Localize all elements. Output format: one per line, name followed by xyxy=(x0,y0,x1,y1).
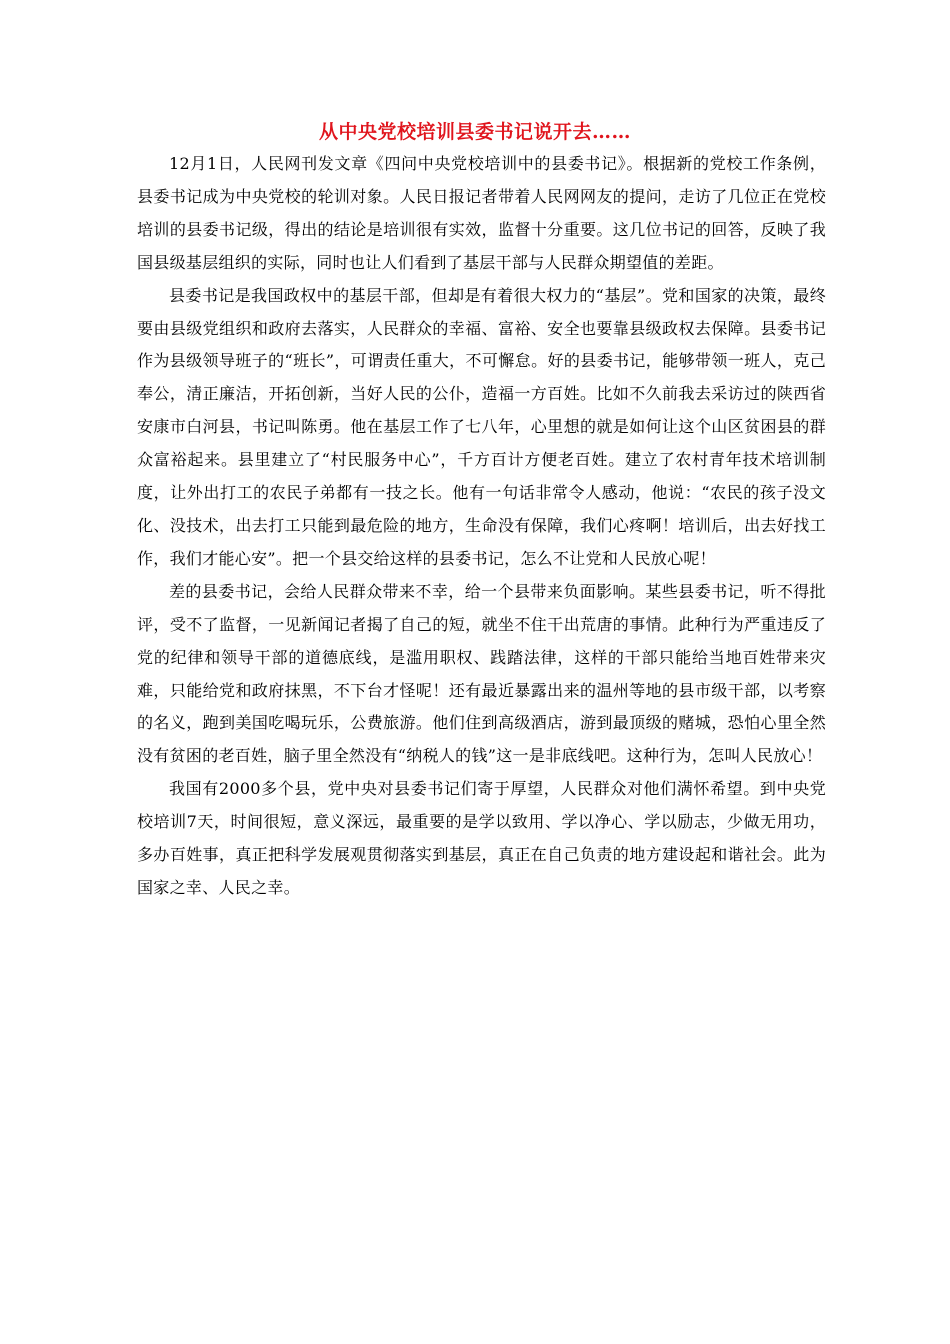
document-body xyxy=(137,148,826,905)
paragraph-3: 差的县委书记，会给人民群众带来不幸，给一个县带来负面影响。某些县委书记，听不得批评，受不了监督，一见新闻记者揭了自己的短，就坐不住干出荒唐的事情。此种行为严重违反了党的纪律和领导干部的道德底线，是滥用职权、践踏法律，这样的干部只能给当地百姓带来灾难，只能给党和政府抹黑，不下台才怪呢！还有最近暴露出来的温州等地的县市级干部，以考察的名义，跑到美国吃喝玩乐，公费旅游。他们住到高级酒店，游到最顶级的赌城，恐怕心里全然没有贫困的老百姓，脑子里全然没有“纳税人的钱”这一是非底线吧。这种行为，怎叫人民放心！ xyxy=(137,581,826,766)
paragraph-2: 县委书记是我国政权中的基层干部，但却是有着很大权力的“基层”。党和国家的决策，最终要由县级党组织和政府去落实，人民群众的幸福、富裕、安全也要靠县级政权去保障。县委书记作为县级领导班子的“班长”，可谓责任重大，不可懈怠。好的县委书记，能够带领一班人，克己奉公，清正廉洁，开拓创新，当好人民的公仆，造福一方百姓。比如不久前我去采访过的陕西省安康市白河县，书记叫陈勇。他在基层工作了七八年，心里想的就是如何让这个山区贫困县的群众富裕起来。县里建立了“村民服务中心”，千方百计方便老百姓。建立了农村青年技术培训制度，让外出打工的农民子弟都有一技之长。他有一句话非常令人感动，他说：“农民的孩子没文化、没技术，出去打工只能到最危险的地方，生命没有保障，我们心疼啊！培训后，出去好找工作，我们才能心安”。把一个县交给这样的县委书记，怎么不让党和人民放心呢！ xyxy=(137,285,826,568)
document-title: 从中央党校培训县委书记说开去…… xyxy=(318,121,631,143)
paragraph-1: 12月1日，人民网刊发文章《四问中央党校培训中的县委书记》。根据新的党校工作条例，县委书记成为中央党校的轮训对象。人民日报记者带着人民网网友的提问，走访了几位正在党校培训的县委书记级，得出的结论是培训很有实效，监督十分重要。这几位书记的回答，反映了我国县级基层组织的实际，同时也让人们看到了基层干部与人民群众期望值的差距。 xyxy=(137,154,826,272)
paragraph-4: 我国有2000多个县，党中央对县委书记们寄于厚望，人民群众对他们满怀希望。到中央党校培训7天，时间很短，意义深远，最重要的是学以致用、学以净心、学以励志，少做无用功，多办百姓事，真正把科学发展观贯彻落实到基层，真正在自己负责的地方建设起和谐社会。此为国家之幸、人民之幸。 xyxy=(137,779,826,897)
